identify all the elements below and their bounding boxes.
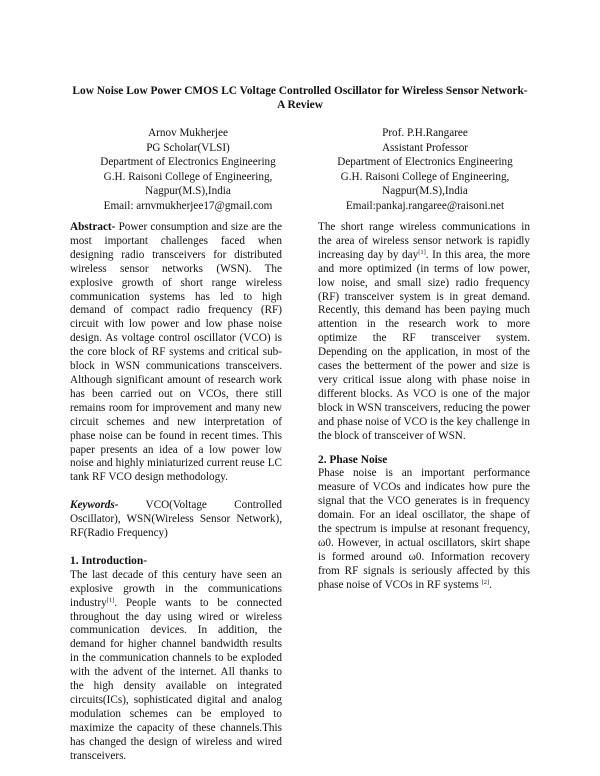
- abstract-text: Power consumption and size are the most important challenges faced when designing radio transceivers for distributed wireless sensor networks (WSN). The explosive growth of short range wireless communication systems has led to high demand of compact radio frequency (RF) circuit with low power and low phase noise design. As voltage control oscillator (VCO) is the core block of RF systems and critical sub-block in WSN communications transceivers. Although significant amount of research work has been carried out on VCOs, there still remains room for improvement and many new circuit schemes and new interpretation of phase noise can be found in recent times. This paper presents an idea of a low power low noise and highly miniaturized current reuse LC tank RF VCO design methodology.: [70, 221, 282, 484]
- phase-noise-text-a: Phase noise is an important performance measure of VCOs and indicates how pure the signal that the VCO generates is in frequency domain. For an ideal oscillator, the shape of the spectrum is impulse at resonant frequency, ω0. However, in actual oscillators, skirt shape is formed around ω0. Information recovery from RF signals is seriously affected by this phase noise of VCOs in RF systems: [318, 467, 530, 591]
- phase-noise-paragraph: [318, 467, 530, 592]
- author-name: Prof. P.H.Rangaree: [382, 127, 468, 139]
- citation-ref: [1]: [418, 248, 426, 256]
- keywords-paragraph: [70, 499, 282, 541]
- right-column: [318, 221, 530, 593]
- author-email: Email:pankaj.rangaree@raisoni.net: [345, 199, 505, 212]
- author-role: PG Scholar(VLSI): [146, 141, 230, 154]
- paper-title: Low Noise Low Power CMOS LC Voltage Controlled Oscillator for Wireless Sensor Network- A Review: [72, 85, 528, 111]
- phase-noise-text-b: .: [489, 578, 492, 591]
- author-block-2: [300, 126, 550, 214]
- phase-noise-heading: 2. Phase Noise: [318, 453, 388, 466]
- author-department: Department of Electronics Engineering: [337, 156, 513, 169]
- author-location: Nagpur(M.S),India: [145, 185, 231, 198]
- intro-p1-text-a: The last decade of this century have seen an explosive growth in the communications industry: [70, 568, 282, 609]
- intro-p1-text-b: . People wants to be connected throughout the day using wired or wireless communication devices. In addition, the demand for higher channel bandwidth results in the communication channels to be exploded with the advent of the internet. All thanks to the high density available on integrated circuits(ICs), sophisticated digital and analog modulation schemes can be employed to maximize the capacity of these channels.This has changed the design of wireless and wired transceivers.: [70, 596, 282, 762]
- citation-ref: [1]: [106, 596, 115, 604]
- introduction-paragraph-2: [318, 221, 530, 444]
- intro-p2-text-a: The short range wireless communications in the area of wireless sensor network is rapidly increasing day by day: [318, 221, 530, 261]
- introduction-heading: 1. Introduction-: [70, 554, 148, 567]
- abstract-paragraph: [70, 221, 282, 485]
- introduction-paragraph-1: [70, 569, 282, 764]
- abstract-label: Abstract-: [70, 221, 116, 233]
- author-institution: G.H. Raisoni College of Engineering,: [340, 170, 510, 183]
- author-location: Nagpur(M.S),India: [382, 185, 468, 198]
- intro-p2-text-b: . In this area, the more and more optimized (in terms of low power, low noise, and small size) radio frequency (RF) transceiver system is in great demand. Recently, this demand has been paying much attention in the research work to more optimize the RF transceiver system. Depending on the application, in most of the cases the betterment of the power and size is very critical issue along with phase noise in different blocks. As VCO is one of the major block in WSN transceivers, reducing the power and phase noise of VCO is the key challenge in the block of transceiver of WSN.: [318, 248, 530, 442]
- author-email: Email: arnvmukherjee17@gmail.com: [103, 199, 273, 212]
- left-column: [70, 221, 282, 764]
- keywords-text: VCO(Voltage Controlled Oscillator), WSN(Wireless Sensor Network), RF(Radio Frequency): [70, 499, 282, 540]
- author-institution: G.H. Raisoni College of Engineering,: [103, 170, 273, 183]
- author-name: Arnov Mukherjee: [148, 127, 228, 139]
- author-department: Department of Electronics Engineering: [100, 156, 276, 169]
- keywords-label: Keywords-: [70, 499, 119, 512]
- author-block-1: [63, 126, 313, 214]
- citation-ref: [2]: [481, 578, 490, 586]
- author-role: Assistant Professor: [381, 141, 469, 154]
